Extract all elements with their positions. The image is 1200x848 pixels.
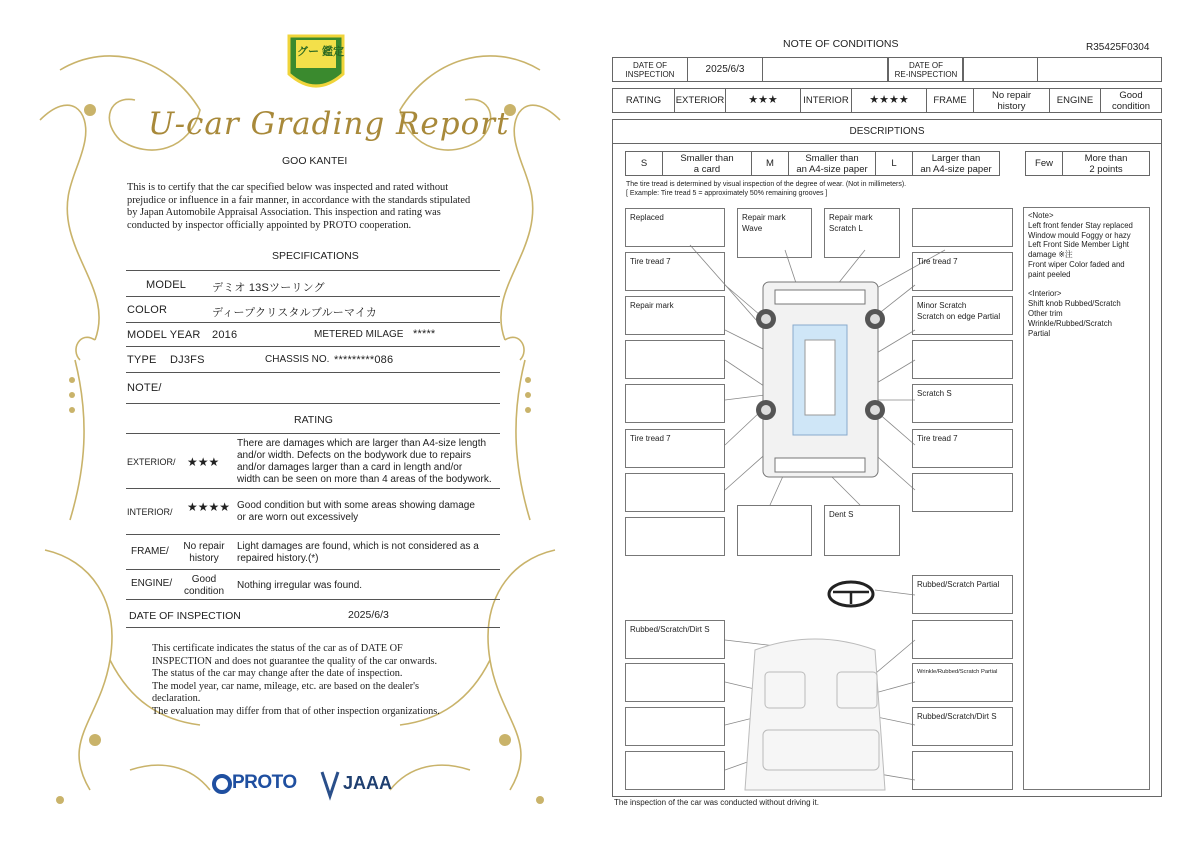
- desc-box-right-rear-door: Scratch S: [912, 384, 1013, 423]
- exterior-label: EXTERIOR/: [127, 457, 176, 467]
- engine-label: ENGINE/: [131, 578, 173, 589]
- certification-intro: This is to certify that the car specified below was inspected and rated without prejudice or influence in a fair manner, in accordance with the standards stipulated by Japan Automobile Appraisal Association. This inspection and rating was conducted by inspector officially appointed by PROTO cooperation.: [127, 182, 471, 231]
- interior-label: INTERIOR: [800, 88, 852, 113]
- rating-heading: RATING: [294, 414, 333, 426]
- desc-box-rear-left: [625, 473, 725, 512]
- legend-value-m: Smaller than an A4-size paper: [788, 151, 876, 176]
- engine-value: Good condition: [1100, 88, 1162, 113]
- engine-description: Nothing irregular was found.: [237, 580, 363, 591]
- descriptions-heading: DESCRIPTIONS: [612, 119, 1162, 144]
- desc-box-rear-bumper: [737, 505, 812, 556]
- desc-box-interior-8: [912, 751, 1013, 790]
- mileage-value: *****: [413, 328, 436, 340]
- desc-box-interior-5: [625, 707, 725, 746]
- desc-box-tire-front-left: Tire tread 7: [625, 252, 725, 291]
- exterior-label: EXTERIOR: [674, 88, 726, 113]
- type-label: TYPE: [127, 354, 157, 366]
- interior-stars: ★★★★: [851, 88, 927, 113]
- desc-box-interior-2: [912, 620, 1013, 659]
- desc-box-interior-7: [625, 751, 725, 790]
- certificate-footer: This certificate indicates the status of the car as of DATE OF INSPECTION and does not guarantee the quality of the car onwards. The status of the car may change after the date of inspection. The model year, car name, mileage, etc. are based on the dealer's declaration. The evaluation may differ from that of other inspection organizations.: [152, 643, 440, 717]
- proto-logo-text: PROTO: [232, 772, 297, 793]
- frame-label: FRAME/: [131, 546, 169, 557]
- report-title: U-car Grading Report: [148, 106, 510, 142]
- legend-value-s: Smaller than a card: [662, 151, 752, 176]
- desc-box-rear-bumper-left: [625, 517, 725, 556]
- date-of-inspection-label: DATE OF INSPECTION: [612, 57, 688, 82]
- reinspection-label: DATE OF RE-INSPECTION: [888, 57, 964, 82]
- interior-description: Good condition but with some areas showing damage or are worn out excessively: [237, 500, 475, 523]
- badge-text: グー 鑑定: [297, 46, 345, 58]
- inspection-date-value: 2025/6/3: [348, 609, 389, 621]
- chassis-value: *********086: [334, 354, 394, 366]
- desc-box-interior-6: Rubbed/Scratch/Dirt S: [912, 707, 1013, 746]
- engine-label: ENGINE: [1049, 88, 1101, 113]
- rating-label: RATING: [612, 88, 675, 113]
- reference-number: R35425F0304: [1086, 42, 1150, 53]
- desc-box-interior-4: Wrinkle/Rubbed/Scratch Partial: [912, 663, 1013, 702]
- desc-box-tire-front-right: Tire tread 7: [912, 252, 1013, 291]
- type-value: DJ3FS: [170, 354, 205, 366]
- legend-key-l: L: [875, 151, 913, 176]
- desc-box-front-right: [912, 208, 1013, 247]
- color-value: ディープクリスタルブルーマイカ: [212, 307, 378, 319]
- exterior-stars: ★★★: [725, 88, 801, 113]
- desc-box-left-front-door: Repair mark: [625, 296, 725, 335]
- tire-note: The tire tread is determined by visual inspection of the degree of wear. (Not in millimeters). [ Example: Tire tread 5 = approximately 50% remaining grooves ]: [626, 181, 907, 197]
- note-of-conditions-sheet: [605, 0, 1200, 848]
- frame-value: No repair history: [973, 88, 1050, 113]
- report-subtitle: GOO KANTEI: [282, 155, 348, 167]
- desc-box-left-rear-door: [625, 384, 725, 423]
- model-value: デミオ 13Sツーリング: [212, 282, 325, 294]
- chassis-label: CHASSIS NO.: [265, 354, 330, 365]
- mileage-label: METERED MILAGE: [314, 329, 404, 340]
- model-year-label: MODEL YEAR: [127, 329, 201, 341]
- desc-box-steering: Rubbed/Scratch Partial: [912, 575, 1013, 614]
- inspection-date-label: DATE OF INSPECTION: [129, 610, 241, 622]
- legend-value-l: Larger than an A4-size paper: [912, 151, 1000, 176]
- model-year-value: 2016: [212, 329, 238, 341]
- desc-box-back-door: Dent S: [824, 505, 900, 556]
- legend-key-few: Few: [1025, 151, 1063, 176]
- notes-box: <Note> Left front fender Stay replaced Window mould Foggy or hazy Left Front Side Member Light damage ※注 Front wiper Color faded and paint peeled <Interior> Shift knob Rubbed/Scratch Other trim Wrinkle/Rubbed/Scratch Partial: [1023, 207, 1150, 790]
- desc-box-front-left: Replaced: [625, 208, 725, 247]
- model-label: MODEL: [146, 279, 187, 291]
- desc-box-interior-3: [625, 663, 725, 702]
- desc-box-right-middle: [912, 340, 1013, 379]
- engine-value: Good condition: [183, 574, 225, 597]
- desc-box-hood: Repair mark Scratch L: [824, 208, 900, 258]
- specifications-heading: SPECIFICATIONS: [272, 250, 359, 262]
- legend-key-m: M: [751, 151, 789, 176]
- legend-key-s: S: [625, 151, 663, 176]
- bottom-note: The inspection of the car was conducted without driving it.: [614, 798, 819, 807]
- exterior-stars: ★★★: [187, 455, 220, 469]
- desc-box-left-middle: [625, 340, 725, 379]
- desc-box-interior-1: Rubbed/Scratch/Dirt S: [625, 620, 725, 659]
- date-of-inspection-value: 2025/6/3: [687, 57, 763, 82]
- frame-label: FRAME: [926, 88, 974, 113]
- interior-stars: ★★★★: [187, 500, 231, 514]
- exterior-description: There are damages which are larger than A4-size length and/or width. Defects on the bodywork due to repairs and/or damages larger than a card in length and/or width can be seen on more than 4 areas of the bodywork.: [237, 438, 492, 485]
- desc-box-right-front-door: Minor Scratch Scratch on edge Partial: [912, 296, 1013, 335]
- desc-box-tire-rear-left: Tire tread 7: [625, 429, 725, 468]
- color-label: COLOR: [127, 304, 168, 316]
- sheet-heading: NOTE OF CONDITIONS: [783, 38, 899, 50]
- frame-description: Light damages are found, which is not considered as a repaired history.(*): [237, 541, 479, 564]
- jaaa-logo-text: JAAA: [343, 773, 393, 793]
- desc-box-tire-rear-right: Tire tread 7: [912, 429, 1013, 468]
- frame-value: No repair history: [183, 541, 225, 564]
- desc-box-rear-right: [912, 473, 1013, 512]
- interior-label: INTERIOR/: [127, 507, 173, 517]
- desc-box-front-left-fender: Repair mark Wave: [737, 208, 812, 258]
- legend-value-few: More than 2 points: [1062, 151, 1150, 176]
- note-label: NOTE/: [127, 382, 162, 394]
